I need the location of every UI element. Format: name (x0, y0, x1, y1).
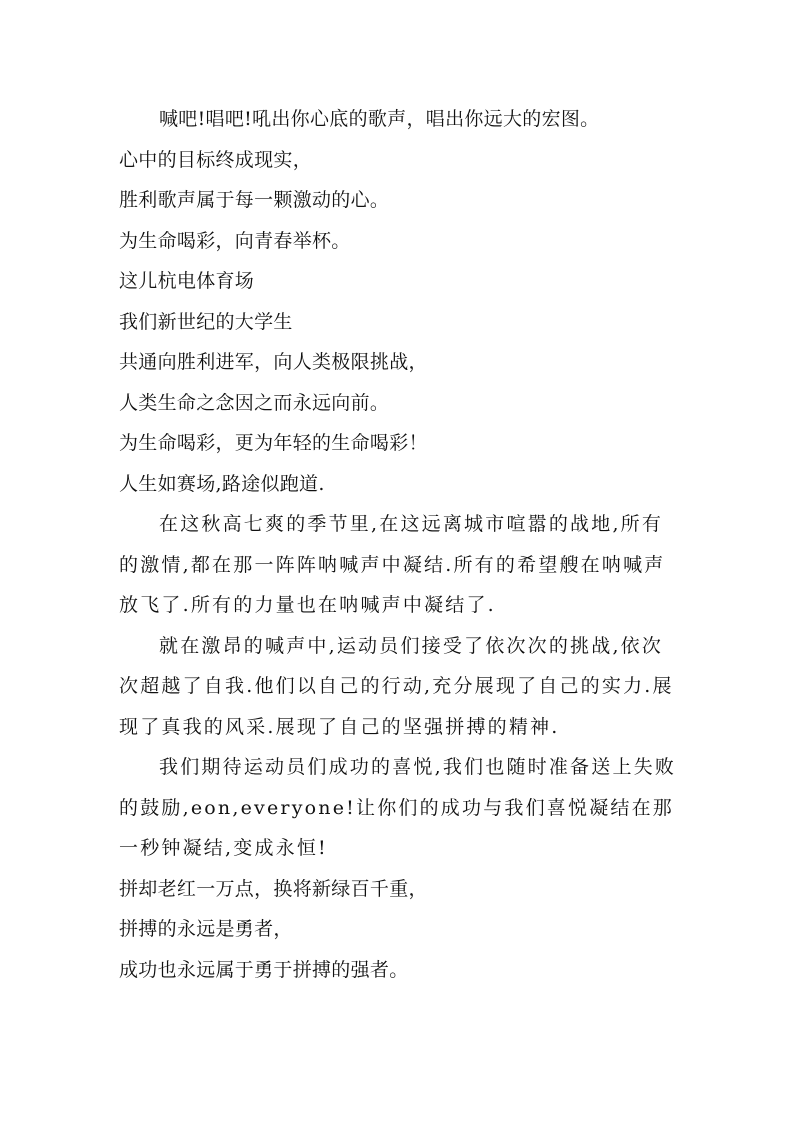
paragraph-3: 胜利歌声属于每一颗激动的心。 (119, 189, 390, 211)
paragraph-13: 我们期待运动员们成功的喜悦,我们也随时准备送上失败的鼓励,eon,everyone!让你们的成功与我们喜悦凝结在那一秒钟凝结,变成永恒! (119, 756, 677, 859)
paragraph-7: 共通向胜利进军，向人类极限挑战， (119, 351, 428, 373)
paragraph-11: 在这秋高七爽的季节里,在这远离城市喧嚣的战地,所有的激情,都在那一阵阵呐喊声中凝结.所有的希望艘在呐喊声放飞了.所有的力量也在呐喊声中凝结了. (119, 513, 666, 616)
paragraph-9: 为生命喝彩，更为年轻的生命喝彩！ (119, 432, 428, 454)
paragraph-1: 喊吧!唱吧!吼出你心底的歌声，唱出你远大的宏图。 (159, 108, 600, 130)
document-body (119, 99, 679, 990)
paragraph-15: 拼搏的永远是勇者， (119, 918, 293, 940)
paragraph-4: 为生命喝彩，向青春举杯。 (119, 229, 351, 252)
paragraph-5: 这儿杭电体育场 (119, 270, 255, 292)
paragraph-14: 拼却老红一万点，换将新绿百千重， (119, 877, 428, 900)
paragraph-2: 心中的目标终成现实， (119, 148, 313, 171)
paragraph-8: 人类生命之念因之而永远向前。 (119, 391, 390, 414)
paragraph-12: 就在激昂的喊声中,运动员们接受了依次次的挑战,依次次超越了自我.他们以自己的行动,充分展现了自己的实力.展现了真我的风采.展现了自己的坚强拼搏的精神. (119, 634, 674, 738)
paragraph-10: 人生如赛场,路途似跑道. (119, 472, 325, 495)
paragraph-6: 我们新世纪的大学生 (119, 310, 293, 333)
paragraph-16: 成功也永远属于勇于拼搏的强者。 (119, 958, 409, 981)
